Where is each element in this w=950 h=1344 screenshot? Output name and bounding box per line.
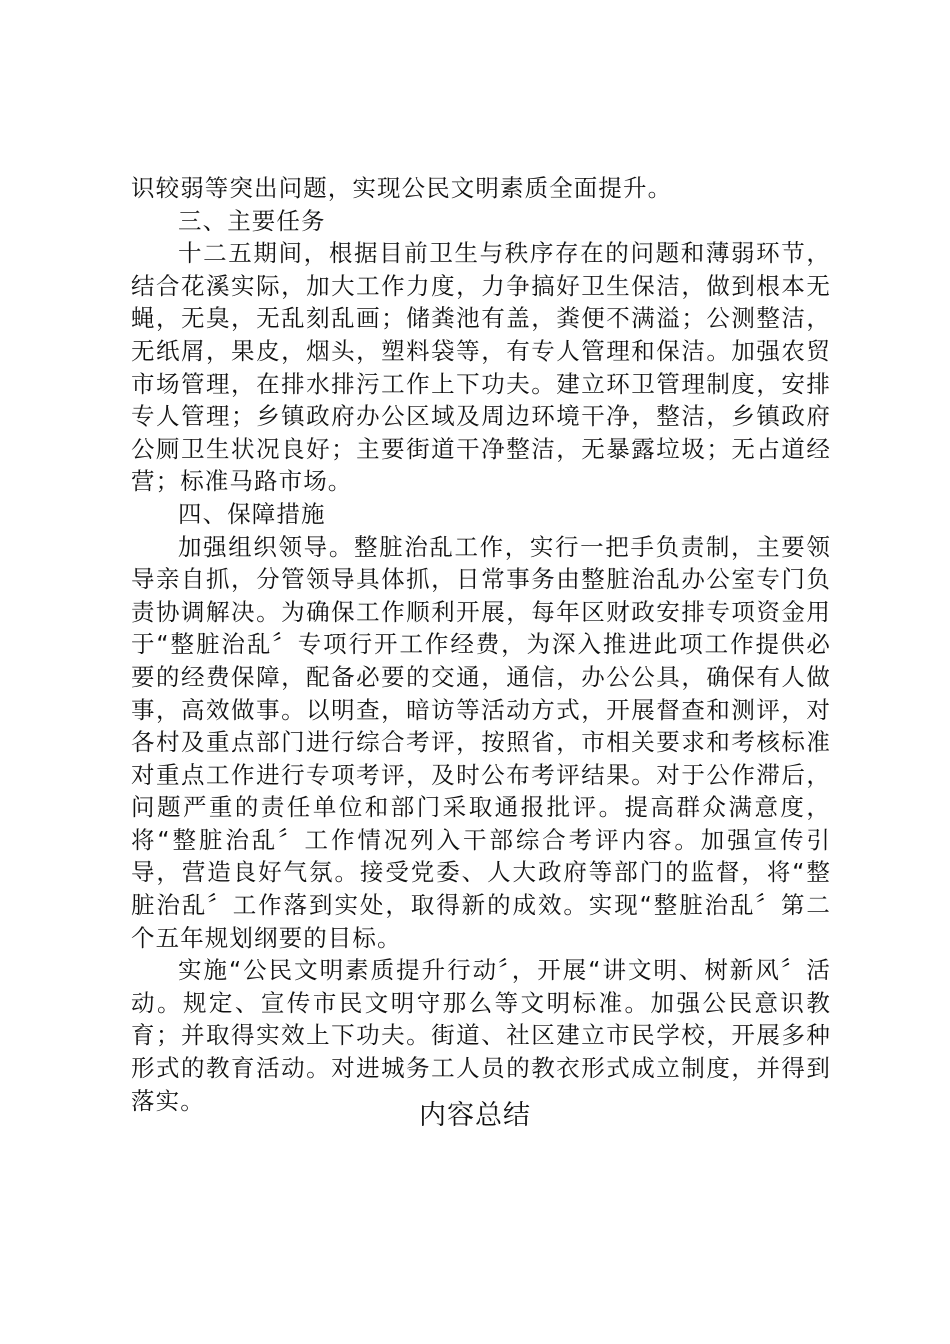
section-heading-safeguards: 四、保障措施	[178, 499, 326, 528]
section-heading-main-tasks: 三、主要任务	[178, 206, 326, 235]
continued-paragraph: 识较弱等突出问题，实现公民文明素质全面提升。	[131, 174, 673, 202]
safeguards-paragraph: 加强组织领导。整脏治乱工作，实行一把手负责制，主要领导亲自抓，分管领导具体抓，日常事务由整脏治乱办公室专门负责协调解决。为确保工作顺利开展，每年区财政安排专项资金用于“整脏治乱〞专项行开工作经费，为深入推进此项工作提供必要的经费保障，配备必要的交通，通信，办公公具，确保有人做事，高效做事。以明查，暗访等活动方式，开展督查和测评，对各村及重点部门进行综合考评，按照省，市相关要求和考核标准对重点工作进行专项考评，及时公布考评结果。对于公作滞后，问题严重的责任单位和部门采取通报批评。提高群众满意度，将“整脏治乱〞工作情况列入干部综合考评内容。加强宣传引导，营造良好气氛。接受党委、人大政府等部门的监督，将“整脏治乱〞工作落到实处，取得新的成效。实现“整脏治乱〞第二个五年规划纲要的目标。	[131, 532, 831, 952]
summary-title: 内容总结	[419, 1100, 531, 1131]
civility-paragraph: 实施“公民文明素质提升行动〞，开展“讲文明、树新风〞活动。规定、宣传市民文明守那么等文明标准。加强公民意识教育；并取得实效上下功夫。街道、社区建立市民学校，开展多种形式的教育活动。对进城务工人员的教衣形式成立制度，并得到落实。	[131, 956, 831, 1115]
document-body	[131, 172, 831, 1117]
main-tasks-paragraph: 十二五期间，根据目前卫生与秩序存在的问题和薄弱环节，结合花溪实际，加大工作力度，力争搞好卫生保洁，做到根本无蝇，无臭，无乱刻乱画；储粪池有盖，粪便不满溢；公测整洁，无纸屑，果皮，烟头，塑料袋等，有专人管理和保洁。加强农贸市场管理，在排水排污工作上下功夫。建立环卫管理制度，安排专人管理；乡镇政府办公区域及周边环境干净，整洁，乡镇政府公厕卫生状况良好；主要街道干净整洁，无暴露垃圾；无占道经营；标准马路市场。	[131, 239, 831, 496]
